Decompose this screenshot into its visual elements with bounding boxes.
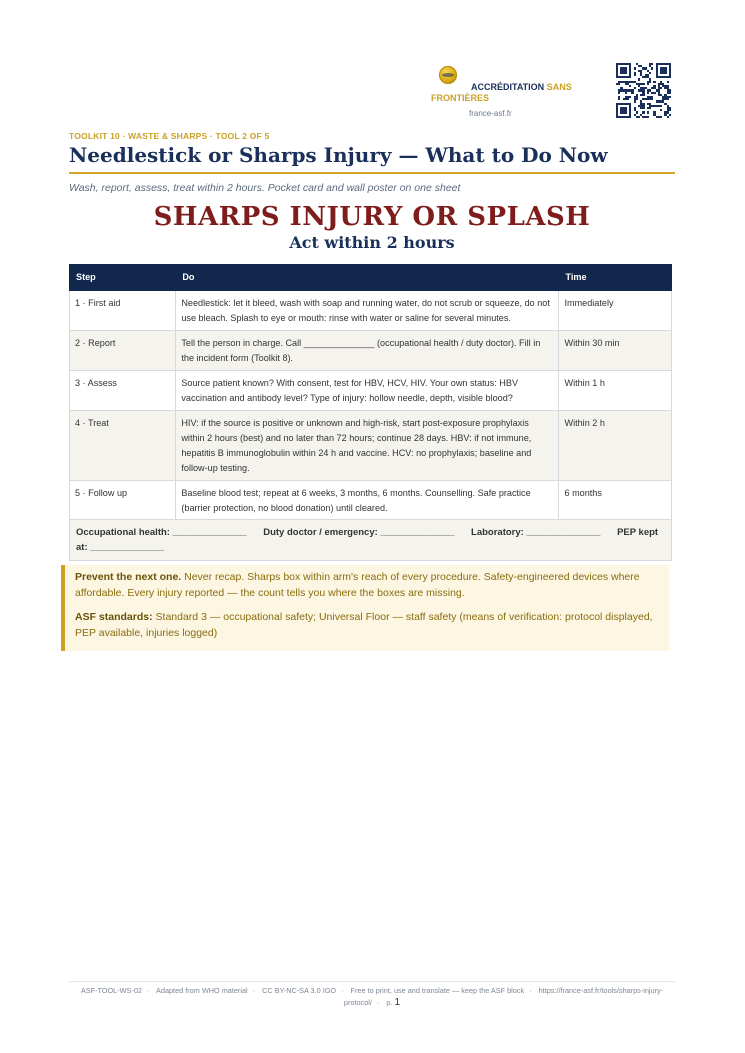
table-row [70, 371, 672, 411]
step-cell: 2 · Report [70, 331, 176, 371]
column-header-step: Step [70, 265, 176, 291]
table-row [70, 481, 672, 521]
steps-table [69, 264, 672, 521]
footer-url[interactable]: https://france-asf.fr/tools/sharps-injury-protocol/ [343, 986, 664, 1007]
footer-code: ASF-TOOL-WS-02 [80, 986, 142, 995]
step-cell: 5 · Follow up [70, 481, 176, 521]
page-footer: ASF-TOOL-WS-02 · Adapted from WHO material · CC BY-NC-SA 3.0 IGO · Free to print, use and translate — keep the ASF block · https://france-asf.fr/tools/sharps-injury-protocol/ · p. 1 [80, 986, 664, 1008]
step-cell: 3 · Assess [70, 371, 176, 411]
step-cell: 4 · Treat [70, 411, 176, 481]
qr-code-icon [616, 63, 671, 118]
brand-name-part2: SANS FRONTIÈRES [431, 82, 572, 103]
footer-page-label: p. [386, 998, 393, 1007]
do-cell: HIV: if the source is positive or unknown and high-risk, start post-exposure prophylaxis within 2 hours (best) and no later than 72 hours; continue 28 days. HBV: if not immune, hepatitis B immunoglobulin within 24 h and vaccine. HCV: no prophylaxis; baseline and follow-up testing. [176, 411, 559, 481]
table-row [70, 411, 672, 481]
occupational-health-field: Occupational health: ______________ [76, 527, 247, 538]
brand-name [431, 82, 591, 104]
prevent-label: Prevent the next one. [75, 571, 182, 583]
duty-doctor-field: Duty doctor / emergency: ______________ [263, 527, 455, 538]
banner-subheadline: Act within 2 hours [289, 233, 455, 252]
brand-name-part1: ACCRÉDITATION [471, 82, 545, 92]
poster-banner [69, 201, 675, 253]
prevent-paragraph [75, 569, 661, 601]
time-cell: 6 months [559, 481, 672, 521]
table-row [70, 331, 672, 371]
qr-module [669, 116, 671, 118]
column-header-do: Do [176, 265, 559, 291]
pep-kept-field: PEP kept at: ______________ [76, 527, 659, 553]
title-divider [69, 172, 675, 174]
time-cell: Within 2 h [559, 411, 672, 481]
standards-paragraph [75, 609, 661, 641]
contacts-row [69, 519, 672, 561]
brand-block [431, 64, 591, 124]
table-row [70, 291, 672, 331]
laboratory-field: Laboratory: ______________ [471, 527, 601, 538]
page-title: Needlestick or Sharps Injury — What to Do Now [69, 143, 608, 167]
prevent-text: Never recap. Sharps box within arm's reach of every procedure. Safety-engineered devices where affordable. Every injury reported — the count tells you where the boxes are missing. [75, 571, 640, 599]
footer-source: Adapted from WHO material [156, 986, 248, 995]
brand-url: france-asf.fr [469, 109, 512, 118]
page-subtitle: Wash, report, assess, treat within 2 hours. Pocket card and wall poster on one sheet [69, 182, 461, 194]
toolkit-kicker: TOOLKIT 10 · WASTE & SHARPS · TOOL 2 OF 5 [69, 131, 270, 141]
standards-label: ASF standards: [75, 611, 153, 623]
do-cell: Needlestick: let it bleed, wash with soap and running water, do not scrub or squeeze, do not use bleach. Splash to eye or mouth: rinse with water or saline for several minutes. [176, 291, 559, 331]
time-cell: Within 30 min [559, 331, 672, 371]
footer-page-number: 1 [394, 997, 401, 1008]
standards-text: Standard 3 — occupational safety; Universal Floor — staff safety (means of verification: protocol displayed, PEP available, injuries logged) [75, 611, 653, 639]
prevention-note [61, 565, 669, 651]
footer-license: CC BY-NC-SA 3.0 IGO [262, 986, 337, 995]
step-cell: 1 · First aid [70, 291, 176, 331]
time-cell: Within 1 h [559, 371, 672, 411]
do-cell: Source patient known? With consent, test for HBV, HCV, HIV. Your own status: HBV vaccination and antibody level? Type of injury: hollow needle, depth, visible blood? [176, 371, 559, 411]
do-cell: Baseline blood test; repeat at 6 weeks, 3 months, 6 months. Counselling. Safe practice (barrier protection, no blood donation) until cleared. [176, 481, 559, 521]
footer-divider [69, 981, 675, 982]
column-header-time: Time [559, 265, 672, 291]
time-cell: Immediately [559, 291, 672, 331]
banner-headline: SHARPS INJURY OR SPLASH [153, 202, 591, 232]
table-header-row [70, 265, 672, 291]
do-cell: Tell the person in charge. Call ______________ (occupational health / duty doctor). Fill in the incident form (Toolkit 8). [176, 331, 559, 371]
footer-usage: Free to print, use and translate — keep the ASF block [350, 986, 525, 995]
